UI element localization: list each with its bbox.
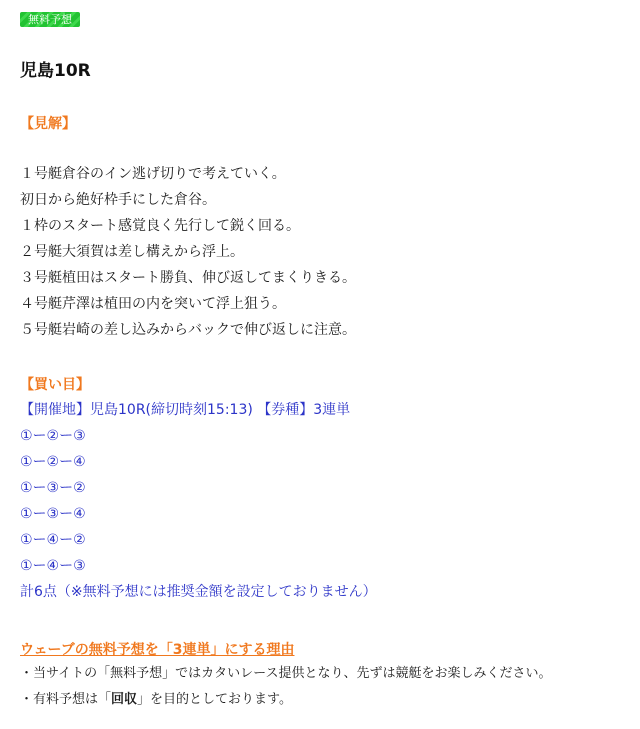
bet-combination: ①ー②ー④ xyxy=(20,454,86,470)
bet-combination: ①ー④ー② xyxy=(20,532,86,548)
bet-combination: ①ー③ー② xyxy=(20,480,86,496)
bet-combination: ①ー③ー④ xyxy=(20,506,86,522)
analysis-heading: 【見解】 xyxy=(20,116,76,132)
race-info: 【開催地】児島10R(締切時刻15:13) 【券種】3連単 xyxy=(20,402,351,418)
paid-note-prefix: ・有料予想は「 xyxy=(20,692,112,707)
bet-combination: ①ー②ー③ xyxy=(20,428,86,444)
bet-total: 計6点（※無料予想には推奨金額を設定しておりません） xyxy=(20,584,377,600)
paid-note-bold: 回収 xyxy=(111,692,138,707)
bet-combination: ①ー④ー③ xyxy=(20,558,86,574)
free-prediction-badge: 無料予想 xyxy=(20,12,80,27)
analysis-line: 初日から絶好枠手にした倉谷。 xyxy=(20,192,216,208)
three-trifecta-reason-link[interactable]: ウェーブの無料予想を「3連単」にする理由 xyxy=(20,642,295,658)
analysis-line: ５号艇岩崎の差し込みからバックで伸び返しに注意。 xyxy=(20,322,356,338)
paid-note-suffix: 」を目的としております。 xyxy=(137,692,292,707)
analysis-line: ３号艇植田はスタート勝負、伸び返してまくりきる。 xyxy=(20,270,356,286)
analysis-line: ４号艇芹澤は植田の内を突いて浮上狙う。 xyxy=(20,296,286,312)
page-title: 児島10R xyxy=(20,61,91,81)
analysis-line: １枠のスタート感覚良く先行して鋭く回る。 xyxy=(20,218,300,234)
free-prediction-note: ・当サイトの「無料予想」ではカタいレース提供となり、先ずは競艇をお楽しみください。 xyxy=(20,666,552,681)
paid-prediction-note xyxy=(20,690,292,710)
analysis-line: ２号艇大須賀は差し構えから浮上。 xyxy=(20,244,244,260)
picks-heading: 【買い目】 xyxy=(20,377,90,393)
analysis-line: １号艇倉谷のイン逃げ切りで考えていく。 xyxy=(20,166,286,182)
